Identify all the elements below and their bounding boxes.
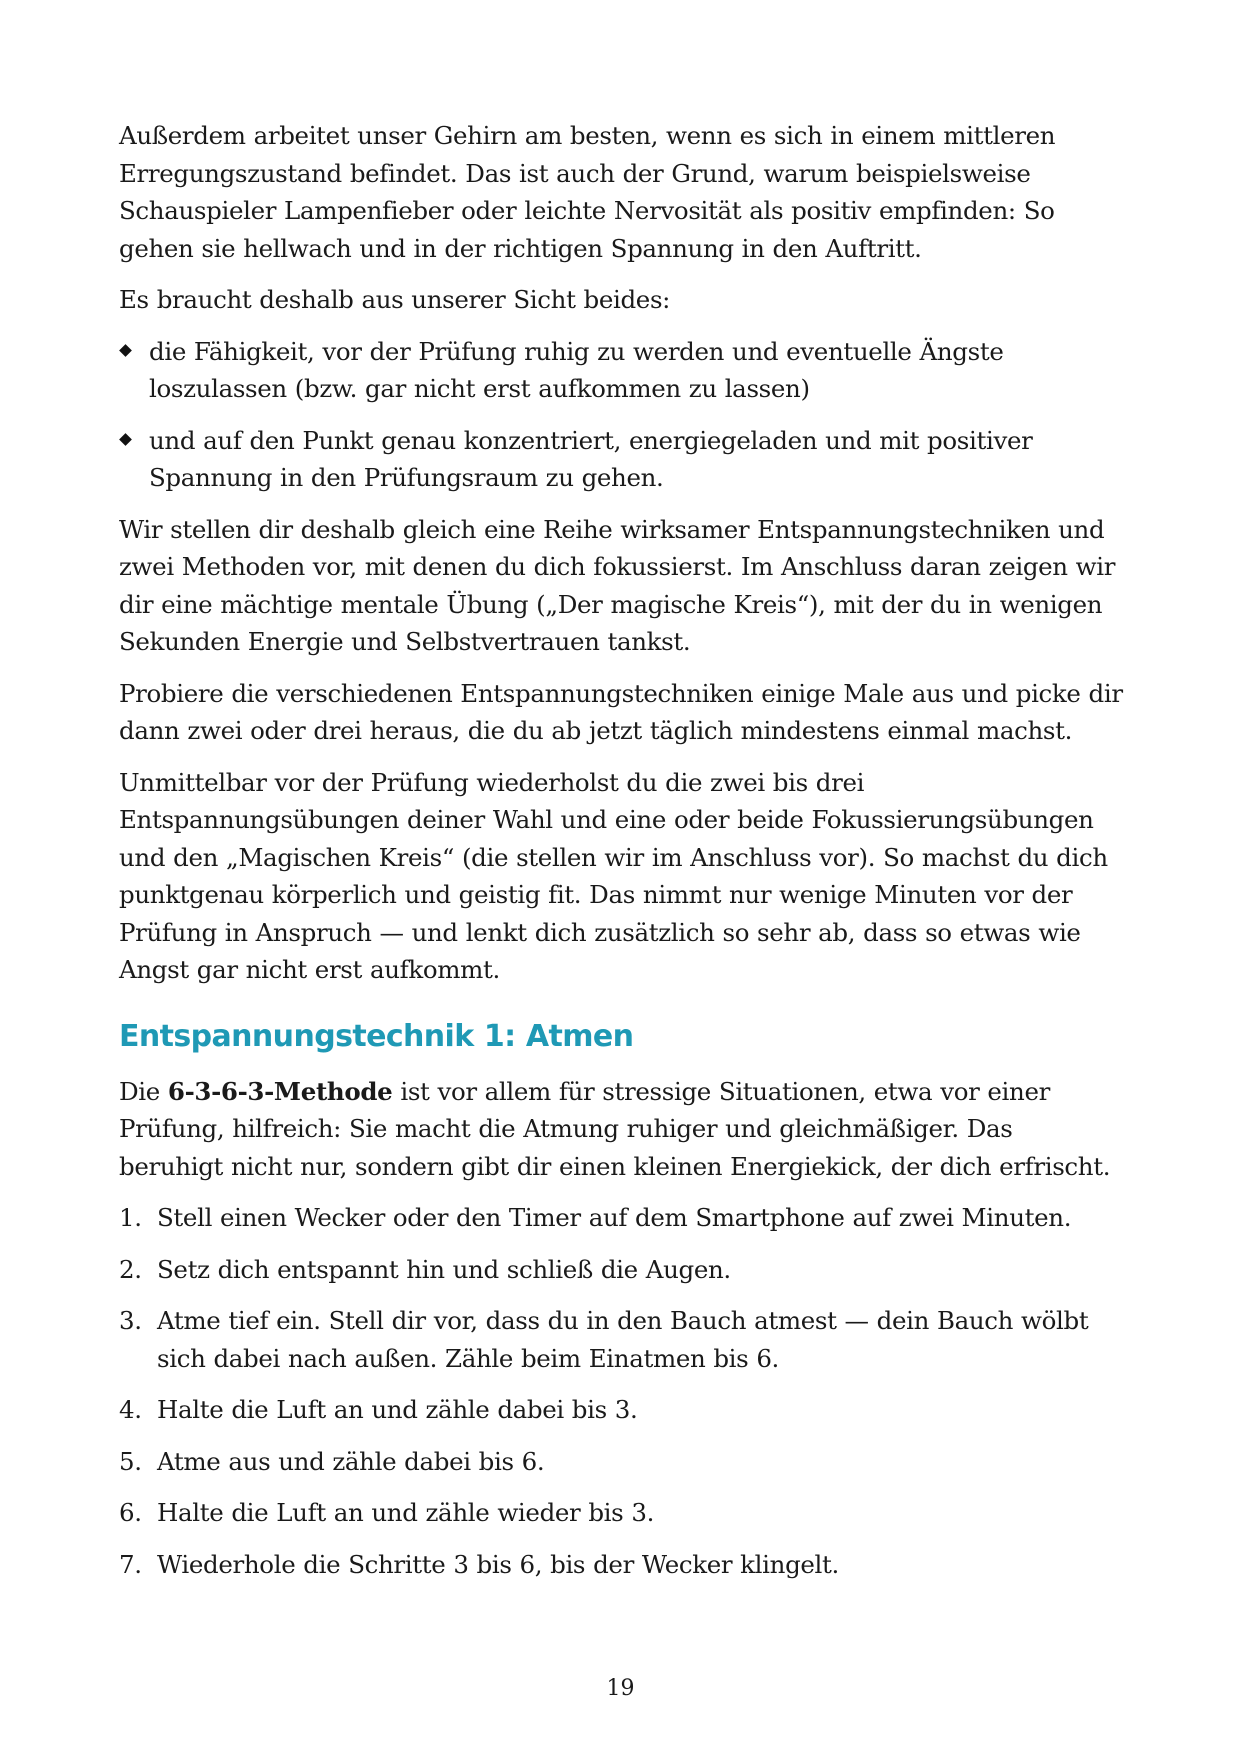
step-item	[119, 1199, 1124, 1237]
paragraph-method-intro	[119, 1073, 1124, 1186]
step-item	[119, 1546, 1124, 1584]
bullet-list	[119, 333, 1124, 497]
step-item	[119, 1391, 1124, 1429]
step-text: Halte die Luft an und zähle wieder bis 3.	[157, 1498, 655, 1527]
step-item	[119, 1494, 1124, 1532]
step-number: 4.	[119, 1395, 142, 1424]
section-heading: Entspannungstechnik 1: Atmen	[119, 1018, 634, 1054]
step-item	[119, 1443, 1124, 1481]
step-item	[119, 1251, 1124, 1289]
paragraph-arousal: Außerdem arbeitet unser Gehirn am besten, wenn es sich in einem mittleren Erregungszustand befindet. Das ist auch der Grund, warum beispielsweise Schauspieler Lampenfieber oder leichte Nervosität als positiv empfinden: So gehen sie hellwach und in der richtigen Spannung in den Auftritt.	[119, 121, 1056, 263]
step-number: 7.	[119, 1549, 142, 1579]
step-text: Stell einen Wecker oder den Timer auf dem Smartphone auf zwei Minuten.	[157, 1203, 1072, 1232]
bullet-item	[119, 422, 1124, 497]
step-item	[119, 1302, 1124, 1377]
paragraph-try-techniques: Probiere die verschiedenen Entspannungstechniken einige Male aus und picke dir dann zwei oder drei heraus, die du ab jetzt täglich mindestens einmal machst.	[119, 678, 1123, 745]
step-text: Atme tief ein. Stell dir vor, dass du in den Bauch atmest — dein Bauch wölbt sich dabei nach außen. Zähle beim Einatmen bis 6.	[157, 1306, 1089, 1373]
bullet-item	[119, 333, 1124, 408]
paragraph-techniques-intro: Wir stellen dir deshalb gleich eine Reihe wirksamer Entspannungstechniken und zwei Methoden vor, mit denen du dich fokussierst. Im Anschluss daran zeigen wir dir eine mächtige mentale Übung („Der magische Kreis“), mit der du in wenigen Sekunden Energie und Selbstvertrauen tankst.	[119, 514, 1116, 656]
steps-list	[119, 1199, 1124, 1583]
method-intro-suffix: ist vor allem für stressige Situationen, etwa vor einer Prüfung, hilfreich: Sie macht die Atmung ruhiger und gleichmäßiger. Das beruhigt nicht nur, sondern gibt dir einen kleinen Energiekick, der dich erfrischt.	[119, 1076, 1111, 1181]
step-number: 2.	[119, 1254, 142, 1284]
step-text: Wiederhole die Schritte 3 bis 6, bis der Wecker klingelt.	[157, 1549, 839, 1579]
step-text: Atme aus und zähle dabei bis 6.	[157, 1446, 545, 1476]
step-number: 3.	[119, 1306, 142, 1335]
method-name: 6-3-6-3-Methode	[167, 1076, 393, 1106]
step-number: 6.	[119, 1498, 142, 1527]
method-intro-prefix: Die	[119, 1076, 168, 1106]
diamond-bullet-icon	[119, 344, 132, 357]
paragraph-both-needed: Es braucht deshalb aus unserer Sicht beides:	[119, 285, 671, 314]
paragraph-before-exam: Unmittelbar vor der Prüfung wiederholst du die zwei bis drei Entspannungsübungen deiner Wahl und eine oder beide Fokussierungsübungen und den „Magischen Kreis“ (die stellen wir im Anschluss vor). So machst du dich punktgenau körperlich und geistig fit. Das nimmt nur wenige Minuten vor der Prüfung in Anspruch — und lenkt dich zusätzlich so sehr ab, dass so etwas wie Angst gar nicht erst aufkommt.	[119, 767, 1108, 984]
step-text: Halte die Luft an und zähle dabei bis 3.	[157, 1395, 638, 1424]
step-text: Setz dich entspannt hin und schließ die Augen.	[157, 1254, 731, 1284]
bullet-text: und auf den Punkt genau konzentriert, energiegeladen und mit positiver Spannung in den Prüfungsraum zu gehen.	[149, 425, 1033, 492]
step-number: 5.	[119, 1446, 142, 1476]
diamond-bullet-icon	[119, 433, 132, 446]
page-content	[119, 117, 1124, 1597]
page-number: 19	[606, 1676, 635, 1701]
bullet-text: die Fähigkeit, vor der Prüfung ruhig zu werden und eventuelle Ängste loszulassen (bzw. gar nicht erst aufkommen zu lassen)	[149, 336, 1004, 403]
step-number: 1.	[119, 1203, 142, 1232]
